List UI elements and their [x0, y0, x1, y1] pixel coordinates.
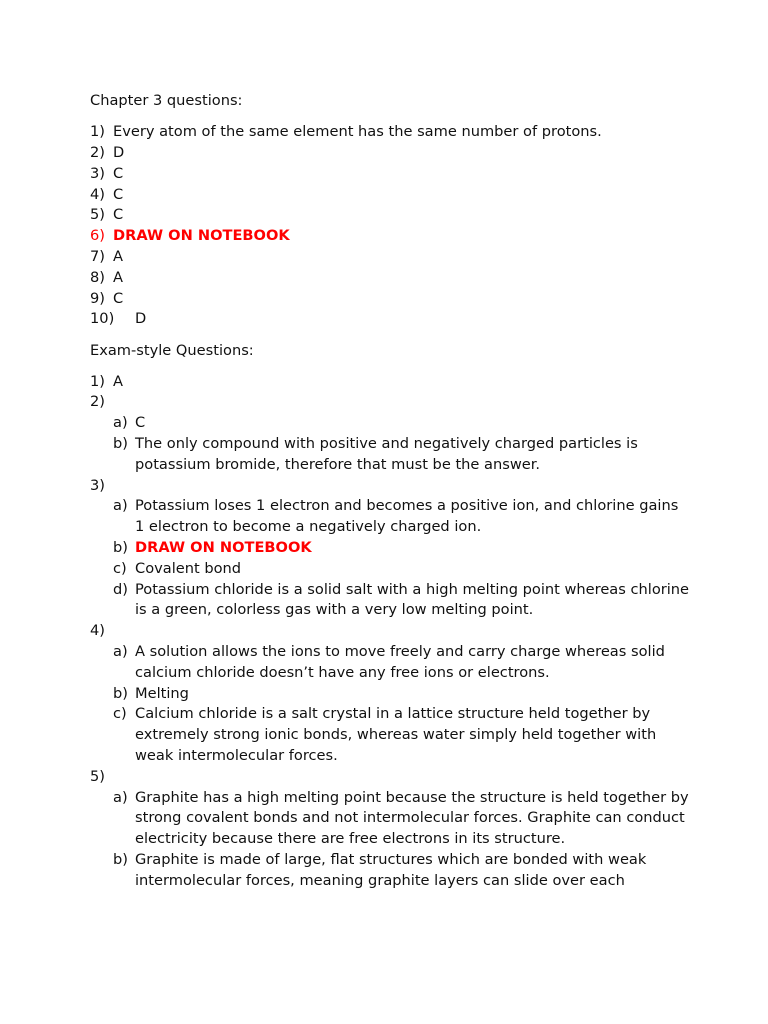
sub-item-letter: c): [113, 705, 127, 723]
sub-item-answer: Melting: [135, 684, 189, 702]
item-answer: C: [113, 185, 124, 203]
item-number: 6): [90, 227, 105, 245]
sub-item-letter: b): [113, 850, 128, 868]
sub-item-answer: A solution allows the ions to move freely and carry charge whereas solid calcium chloride doesn’t have any free ions or electrons.: [135, 642, 665, 681]
item-number: 1): [90, 123, 105, 141]
sub-item-highlighted: [113, 538, 690, 559]
item-number: 2): [90, 393, 105, 411]
item-number: 9): [90, 289, 105, 307]
sub-item-letter: a): [113, 497, 128, 515]
sub-answer-list: [90, 642, 690, 767]
sub-item: [113, 850, 690, 892]
sub-answer-list: [90, 413, 690, 475]
sub-item: [113, 704, 690, 766]
sub-item: [113, 559, 690, 580]
sub-item-answer: Potassium chloride is a solid salt with a high melting point whereas chlorine is a green, colorless gas with a very low melting point.: [135, 580, 690, 619]
item-number: 8): [90, 268, 105, 286]
sub-item-answer: C: [135, 414, 146, 432]
list-item: [90, 247, 690, 268]
list-item: [90, 621, 690, 642]
sub-item-answer: Calcium chloride is a salt crystal in a lattice structure held together by extremely strong ionic bonds, whereas water simply held together with weak intermolecular forces.: [135, 705, 657, 764]
sub-item: [113, 496, 690, 538]
item-answer: A: [113, 268, 123, 286]
item-number: 10): [90, 310, 115, 328]
list-item: [90, 185, 690, 206]
list-item: [90, 143, 690, 164]
list-item: [90, 372, 690, 393]
sub-item-letter: b): [113, 434, 128, 452]
list-item: [90, 289, 690, 310]
sub-item-answer: Graphite is made of large, flat structures which are bonded with weak intermolecular forces, meaning graphite layers can slide over each: [135, 850, 647, 889]
list-item: [90, 476, 690, 497]
sub-answer-list: [90, 496, 690, 621]
item-answer: A: [113, 248, 123, 266]
item-answer: Every atom of the same element has the same number of protons.: [113, 123, 602, 141]
item-number: 5): [90, 206, 105, 224]
item-number: 1): [90, 372, 105, 390]
exam-answer-list: [90, 372, 690, 892]
item-number: 2): [90, 144, 105, 162]
item-number: 7): [90, 248, 105, 266]
item-number: 3): [90, 476, 105, 494]
chapter-answer-list: [90, 122, 690, 330]
list-item: [90, 392, 690, 413]
item-number: 5): [90, 767, 105, 785]
exam-heading: Exam-style Questions:: [90, 341, 254, 359]
item-answer: C: [113, 206, 124, 224]
sub-item-answer: Covalent bond: [135, 559, 242, 577]
sub-item: [113, 413, 690, 434]
sub-item-letter: b): [113, 538, 128, 556]
sub-item: [113, 642, 690, 684]
item-number: 4): [90, 185, 105, 203]
item-number: 4): [90, 622, 105, 640]
document-page: [90, 91, 690, 891]
sub-item-letter: a): [113, 788, 128, 806]
sub-item-letter: b): [113, 684, 128, 702]
sub-item-answer: The only compound with positive and negatively charged particles is potassium bromide, therefore that must be the answer.: [135, 434, 638, 473]
item-answer: D: [135, 310, 147, 328]
list-item-highlighted: [90, 226, 690, 247]
item-answer: D: [113, 144, 125, 162]
item-answer: A: [113, 372, 123, 390]
sub-answer-list: [90, 788, 690, 892]
sub-item: [113, 788, 690, 850]
sub-item: [113, 580, 690, 622]
draw-on-notebook-note: DRAW ON NOTEBOOK: [113, 227, 290, 245]
list-item: [90, 309, 690, 330]
chapter-heading: Chapter 3 questions:: [90, 92, 243, 109]
sub-item-letter: d): [113, 580, 128, 598]
list-item: [90, 268, 690, 289]
sub-item-answer: Potassium loses 1 electron and becomes a positive ion, and chlorine gains 1 electron to become a negatively charged ion.: [135, 497, 679, 536]
item-answer: C: [113, 164, 124, 182]
list-item: [90, 164, 690, 185]
draw-on-notebook-note: DRAW ON NOTEBOOK: [135, 538, 312, 556]
list-item: [90, 205, 690, 226]
sub-item: [113, 434, 690, 476]
list-item: [90, 767, 690, 788]
sub-item-letter: a): [113, 642, 128, 660]
sub-item-letter: a): [113, 414, 128, 432]
sub-item-letter: c): [113, 559, 127, 577]
item-number: 3): [90, 164, 105, 182]
sub-item: [113, 684, 690, 705]
item-answer: C: [113, 289, 124, 307]
list-item: [90, 122, 690, 143]
sub-item-answer: Graphite has a high melting point because the structure is held together by strong covalent bonds and not intermolecular forces. Graphite can conduct electricity because there are free electrons in its structure.: [135, 788, 689, 848]
